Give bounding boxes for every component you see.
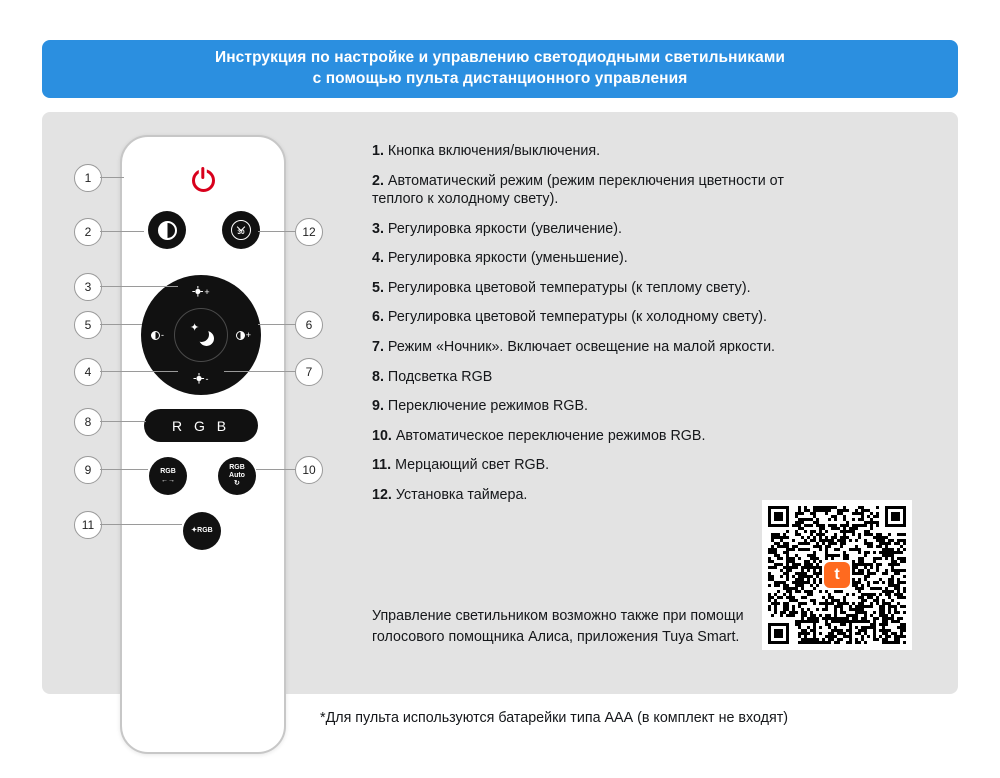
night-mode-button[interactable] <box>174 308 228 362</box>
instruction-number: 10. <box>372 427 392 444</box>
qr-code[interactable] <box>762 500 912 650</box>
leader-line-11 <box>100 524 182 525</box>
instruction-item <box>372 338 802 357</box>
rgb-auto-button[interactable] <box>218 457 256 495</box>
instruction-number: 8. <box>372 368 384 385</box>
instruction-number: 2. <box>372 172 384 189</box>
leader-line-1 <box>100 177 124 178</box>
rgb-mode-label: RGB <box>160 468 176 476</box>
rgb-flash-glyph <box>191 527 212 534</box>
instruction-text: Мерцающий свет RGB. <box>395 457 550 474</box>
callout-4: 4 <box>74 358 102 386</box>
leader-line-2 <box>100 231 144 232</box>
header-banner <box>42 40 958 98</box>
rgb-flash-label: RGB <box>197 527 213 535</box>
instruction-text: Кнопка включения/выключения. <box>387 143 601 159</box>
rgb-auto-label-2: Auto <box>229 471 245 479</box>
instruction-number: 7. <box>372 339 384 356</box>
instruction-item <box>372 456 802 475</box>
power-button[interactable] <box>186 163 220 197</box>
instruction-number: 4. <box>372 250 384 267</box>
moon-star-icon <box>189 323 213 347</box>
instruction-number: 6. <box>372 309 384 326</box>
instruction-number: 3. <box>372 220 384 237</box>
timer-button[interactable] <box>222 211 260 249</box>
rgb-bar-label: R G B <box>171 417 231 434</box>
rgb-mode-glyph <box>160 468 176 484</box>
instruction-text: Автоматическое переключение режимов RGB. <box>395 427 706 444</box>
timer-value: 30 <box>237 229 245 236</box>
callout-10: 10 <box>295 456 323 484</box>
brightness-down-label: - <box>205 373 209 384</box>
callout-11: 11 <box>74 511 102 539</box>
page-title <box>215 48 785 90</box>
auto-mode-button[interactable] <box>148 211 186 249</box>
instruction-item <box>372 249 802 268</box>
sun-icon <box>192 286 203 297</box>
direction-pad[interactable] <box>141 275 261 395</box>
rgb-auto-glyph <box>229 464 245 487</box>
callout-5: 5 <box>74 311 102 339</box>
left-right-arrows-icon: ←→ <box>161 476 175 484</box>
brightness-up-label: + <box>204 286 210 297</box>
instruction-item <box>372 486 802 505</box>
page-title-line2: с помощью пульта дистанционного управления <box>312 70 688 87</box>
callout-2: 2 <box>74 218 102 246</box>
cool-temperature-button[interactable] <box>236 330 251 340</box>
battery-footnote: *Для пульта используются батарейки типа ААА (в комплект не входят) <box>320 710 789 726</box>
instructions-list <box>372 142 802 516</box>
brightness-down-button[interactable] <box>194 373 209 384</box>
half-circle-icon <box>151 331 160 340</box>
instruction-text: Автоматический режим (режим переключения цветности от теплого к холодному свету). <box>372 172 784 208</box>
star-icon: ✦ <box>190 322 200 334</box>
power-icon <box>192 169 215 192</box>
contrast-icon <box>158 221 177 240</box>
sparkle-icon: ✦ <box>191 527 198 535</box>
warm-label: - <box>161 330 164 340</box>
instruction-text: Регулировка яркости (уменьшение). <box>387 250 628 267</box>
page-title-line1: Инструкция по настройке и управлению светодиодными светильниками <box>214 49 786 67</box>
instruction-number: 12. <box>372 486 392 503</box>
leader-line-6 <box>258 324 296 325</box>
instruction-item <box>372 142 802 161</box>
rgb-flash-button[interactable] <box>183 512 221 550</box>
instruction-text: Регулировка яркости (увеличение). <box>387 220 622 237</box>
instruction-text: Регулировка цветовой температуры (к холодному свету). <box>387 309 767 326</box>
instruction-text: Подсветка RGB <box>387 368 493 385</box>
instruction-item <box>372 220 802 239</box>
remote-control-illustration <box>120 135 286 754</box>
instruction-item <box>372 368 802 387</box>
callout-1: 1 <box>74 164 102 192</box>
callout-12: 12 <box>295 218 323 246</box>
leader-line-3 <box>100 286 178 287</box>
instruction-text: Регулировка цветовой температуры (к теплому свету). <box>387 279 751 296</box>
sun-icon <box>194 373 205 384</box>
leader-line-7 <box>224 371 296 372</box>
leader-line-8 <box>100 421 146 422</box>
instruction-text: Установка таймера. <box>395 486 528 503</box>
rgb-backlight-button[interactable] <box>144 409 258 442</box>
leader-line-10 <box>256 469 296 470</box>
instruction-item <box>372 427 802 446</box>
voice-assistant-note: Управление светильником возможно также при помощи голосового помощника Алиса, приложения Tuya Smart. <box>372 608 744 645</box>
instruction-number: 5. <box>372 279 384 296</box>
leader-line-5 <box>100 324 142 325</box>
brightness-up-button[interactable] <box>192 286 209 297</box>
instruction-number: 11. <box>372 457 392 474</box>
loop-arrow-icon: ↻ <box>234 480 240 488</box>
half-circle-icon <box>236 331 245 340</box>
callout-7: 7 <box>295 358 323 386</box>
instruction-text: Режим «Ночник». Включает освещение на малой яркости. <box>387 339 776 356</box>
leader-line-12 <box>258 231 296 232</box>
rgb-auto-label-1: RGB <box>229 464 245 472</box>
instruction-item <box>372 172 802 209</box>
instruction-item <box>372 308 802 327</box>
instruction-number: 9. <box>372 398 384 415</box>
leader-line-9 <box>100 469 148 470</box>
callout-8: 8 <box>74 408 102 436</box>
instruction-text: Переключение режимов RGB. <box>387 398 589 415</box>
instruction-item <box>372 397 802 416</box>
callout-3: 3 <box>74 273 102 301</box>
cool-label: + <box>245 330 251 340</box>
rgb-mode-button[interactable] <box>149 457 187 495</box>
tuya-logo-icon: t <box>824 562 850 588</box>
instruction-item <box>372 279 802 298</box>
timer-icon <box>231 220 251 240</box>
callout-9: 9 <box>74 456 102 484</box>
callout-6: 6 <box>295 311 323 339</box>
warm-temperature-button[interactable] <box>151 330 164 340</box>
instruction-number: 1. <box>372 143 384 159</box>
leader-line-4 <box>100 371 178 372</box>
